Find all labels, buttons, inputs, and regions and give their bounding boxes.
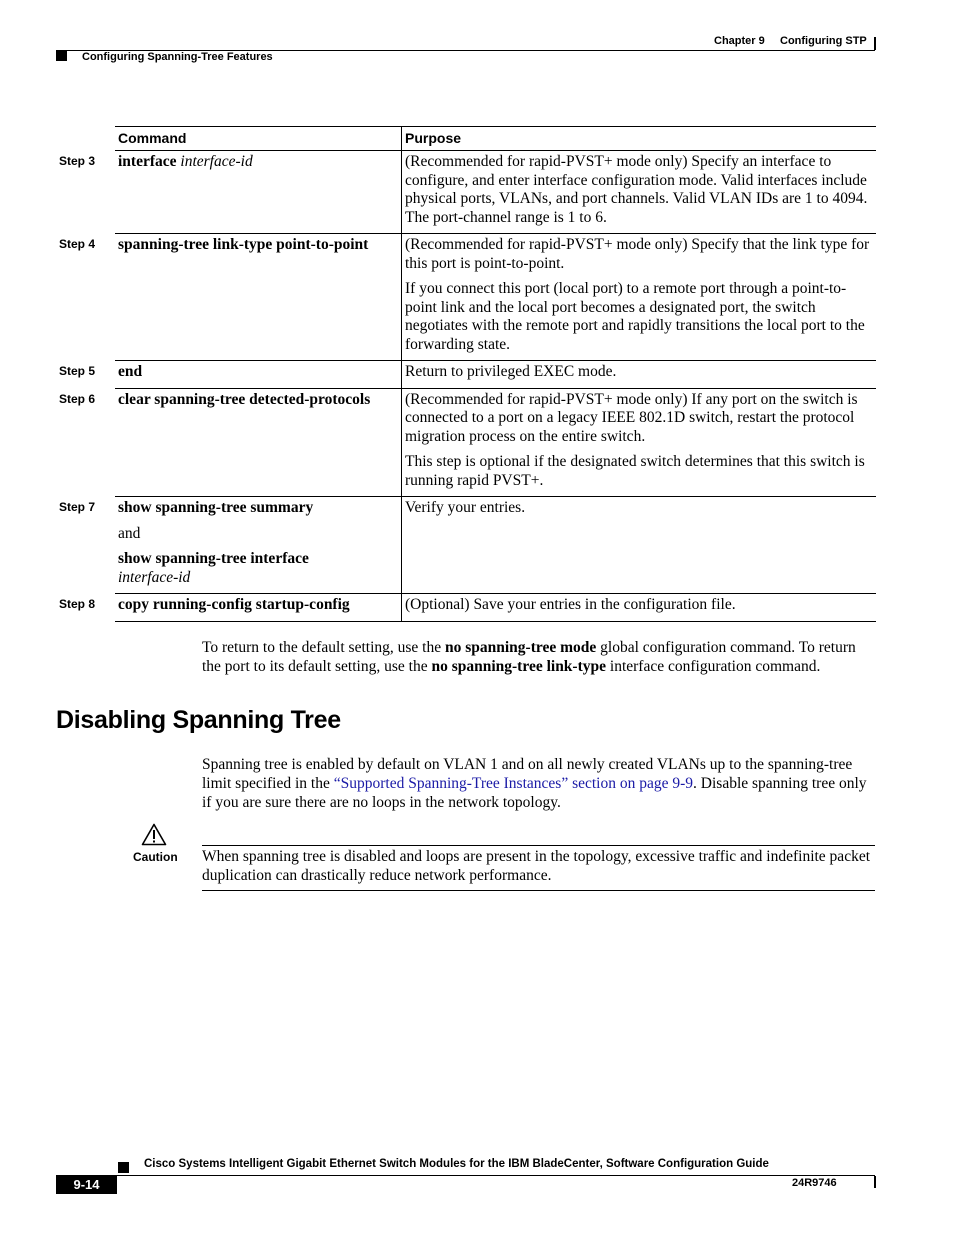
command-cell <box>115 151 402 233</box>
step-label: Step 3 <box>59 154 96 168</box>
purpose-cell <box>402 234 876 360</box>
table-row <box>59 234 876 361</box>
footer-title: Cisco Systems Intelligent Gigabit Ethernet Switch Modules for the IBM BladeCenter, Software Configuration Guide <box>144 1158 769 1170</box>
command-argument: interface-id <box>180 153 253 170</box>
command-cell <box>115 361 402 388</box>
command-keyword: no spanning-tree link-type <box>431 657 607 675</box>
purpose-cell <box>402 151 876 233</box>
footer-marker <box>118 1162 129 1173</box>
command-conjunction: and <box>118 524 141 542</box>
table-header-row <box>115 126 876 151</box>
section-heading: Disabling Spanning Tree <box>56 706 341 734</box>
column-header-command: Command <box>115 127 402 150</box>
header-section: Configuring Spanning-Tree Features <box>82 51 273 63</box>
step-label: Step 7 <box>59 500 96 514</box>
purpose-text: (Recommended for rapid-PVST+ mode only) Specify that the link type for this port is point-to-point. <box>405 236 870 272</box>
command-table <box>59 126 876 622</box>
command-cell <box>115 389 402 497</box>
purpose-text: (Optional) Save your entries in the configuration file. <box>405 596 736 613</box>
command-keyword: no spanning-tree mode <box>444 639 597 656</box>
footer-tick <box>874 1176 876 1188</box>
command-keyword: show spanning-tree summary <box>118 499 314 516</box>
command-keyword: spanning-tree link-type point-to-point <box>118 236 369 253</box>
command-keyword: show spanning-tree interface <box>118 550 309 567</box>
command-cell <box>115 497 402 593</box>
cross-reference-link[interactable]: “Supported Spanning-Tree Instances” section on page 9-9 <box>333 774 694 792</box>
table-row <box>59 389 876 498</box>
header-chapter: Chapter 9 <box>714 35 765 47</box>
return-default-paragraph: To return to the default setting, use the no spanning-tree mode global configuration command. To return the port to its default setting, use the no spanning-tree link-type interface configuration command. <box>202 639 856 675</box>
purpose-cell <box>402 389 876 497</box>
purpose-cell <box>402 361 876 388</box>
page-number: 9-14 <box>56 1175 117 1194</box>
command-keyword: copy running-config startup-config <box>118 596 350 613</box>
purpose-text: (Recommended for rapid-PVST+ mode only) Specify an interface to configure, and enter interface configuration mode. Valid interfaces include physical ports, VLANs, and port channels. Valid VLAN IDs are 1 to 4094. The port-channel range is 1 to 6. <box>405 153 868 226</box>
purpose-text: Return to privileged EXEC mode. <box>405 363 617 380</box>
table-row <box>59 497 876 594</box>
command-keyword: end <box>118 363 143 380</box>
caution-label: Caution <box>133 850 178 864</box>
purpose-text: This step is optional if the designated switch determines that this switch is running rapid PVST+. <box>405 453 865 489</box>
column-header-purpose: Purpose <box>405 130 462 146</box>
section-paragraph: Spanning tree is enabled by default on VLAN 1 and on all newly created VLANs up to the spanning-tree limit specified in the “Supported Spanning-Tree Instances” section on page 9-9. Disable spanning tree only if you are sure there are no loops in the network topology. <box>202 756 867 811</box>
table-row <box>59 594 876 622</box>
purpose-text: If you connect this port (local port) to a remote port through a point-to-point link and the local port becomes a designated port, the switch negotiates with the remote port and rapidly transitions the local port to the forwarding state. <box>405 280 865 353</box>
purpose-text: (Recommended for rapid-PVST+ mode only) If any port on the switch is connected to a port on a legacy IEEE 802.1D switch, restart the protocol migration process on the entire switch. <box>405 390 858 445</box>
caution-text: When spanning tree is disabled and loops are present in the topology, excessive traffic and indefinite packet duplication can drastically reduce network performance. <box>202 848 871 884</box>
header-tick <box>874 37 876 50</box>
header-marker <box>56 50 67 61</box>
command-argument: interface-id <box>118 568 191 586</box>
command-cell <box>115 594 402 621</box>
header-chapter-title: Configuring STP <box>780 35 867 47</box>
step-label: Step 4 <box>59 237 96 251</box>
warning-triangle-icon <box>141 823 167 851</box>
purpose-cell <box>402 594 876 621</box>
command-keyword: clear spanning-tree detected-protocols <box>118 390 371 408</box>
command-cell <box>115 234 402 360</box>
caution-rule-top <box>202 845 875 846</box>
document-number: 24R9746 <box>792 1177 837 1189</box>
purpose-text: Verify your entries. <box>405 499 526 516</box>
purpose-cell <box>402 497 876 593</box>
table-row <box>59 151 876 234</box>
step-label: Step 6 <box>59 391 96 406</box>
table-row <box>59 361 876 389</box>
caution-rule-bottom <box>202 890 875 891</box>
footer-rule <box>116 1175 875 1176</box>
command-keyword: interface <box>118 153 177 170</box>
step-label: Step 5 <box>59 364 96 378</box>
step-label: Step 8 <box>59 597 96 611</box>
